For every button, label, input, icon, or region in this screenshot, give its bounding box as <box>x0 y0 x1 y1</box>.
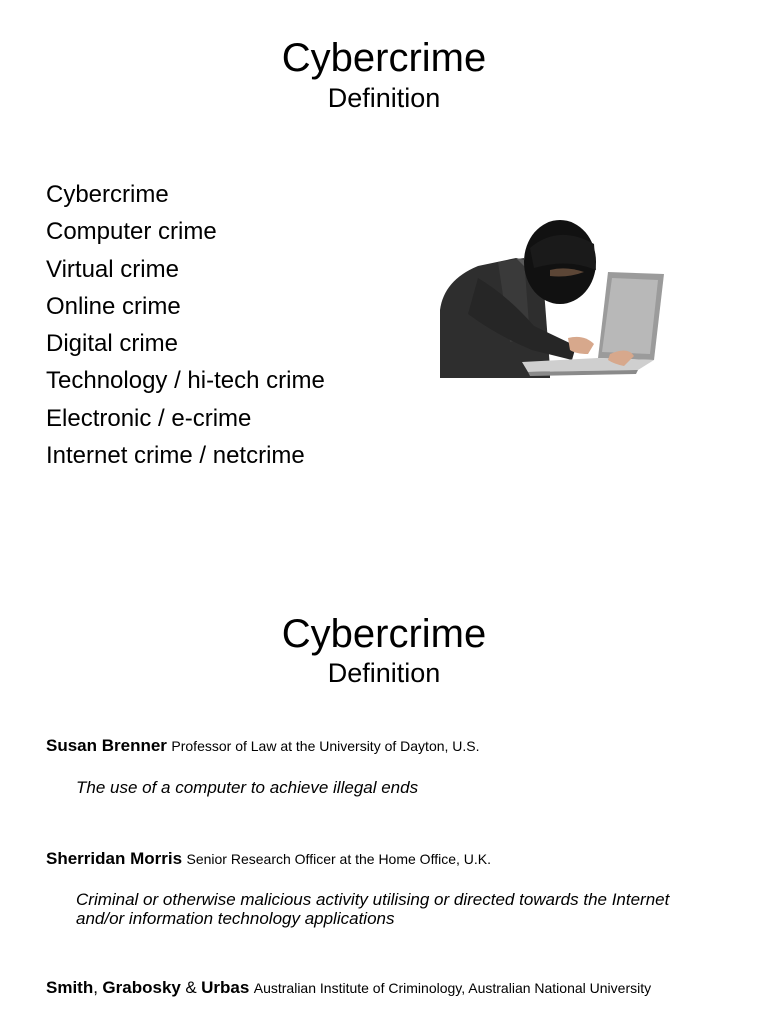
definition-quote-1: The use of a computer to achieve illegal ends <box>76 778 419 797</box>
list-item: Computer crime <box>46 218 217 246</box>
slide-1-subtitle: Definition <box>327 83 441 113</box>
definition-author-1 <box>46 736 480 756</box>
author-role: Senior Research Officer at the Home Office, U.K. <box>186 851 491 867</box>
author-role: Australian Institute of Criminology, Australian National University <box>253 980 652 996</box>
author-name: Grabosky <box>102 978 181 997</box>
definition-quote-2: Criminal or otherwise malicious activity utilising or directed towards the Internet and/or information technology applications <box>76 890 670 928</box>
slide-2-title: Cybercrime <box>281 612 487 656</box>
author-name: Smith <box>46 978 94 997</box>
slide-2 <box>0 520 768 1024</box>
author-name: Susan Brenner <box>46 736 167 755</box>
definition-author-3 <box>46 978 651 998</box>
list-item: Technology / hi-tech crime <box>46 367 325 395</box>
author-name: Urbas <box>201 978 250 997</box>
list-item: Cybercrime <box>46 181 169 208</box>
list-item: Online crime <box>46 292 181 320</box>
author-role: Professor of Law at the University of Dayton, U.S. <box>171 738 480 754</box>
slide-2-subtitle: Definition <box>327 658 441 688</box>
author-name: Sherridan Morris <box>46 849 183 868</box>
list-item: Electronic / e-crime <box>46 404 252 432</box>
slide-1-title: Cybercrime <box>281 36 487 80</box>
list-item: Virtual crime <box>46 255 179 283</box>
separator: , <box>93 978 98 997</box>
definition-author-2 <box>46 849 491 869</box>
list-item: Internet crime / netcrime <box>46 442 305 470</box>
list-item: Digital crime <box>46 330 179 358</box>
separator: & <box>185 978 197 997</box>
masked-hacker-with-laptop-image <box>438 218 670 378</box>
term-list <box>46 176 325 474</box>
